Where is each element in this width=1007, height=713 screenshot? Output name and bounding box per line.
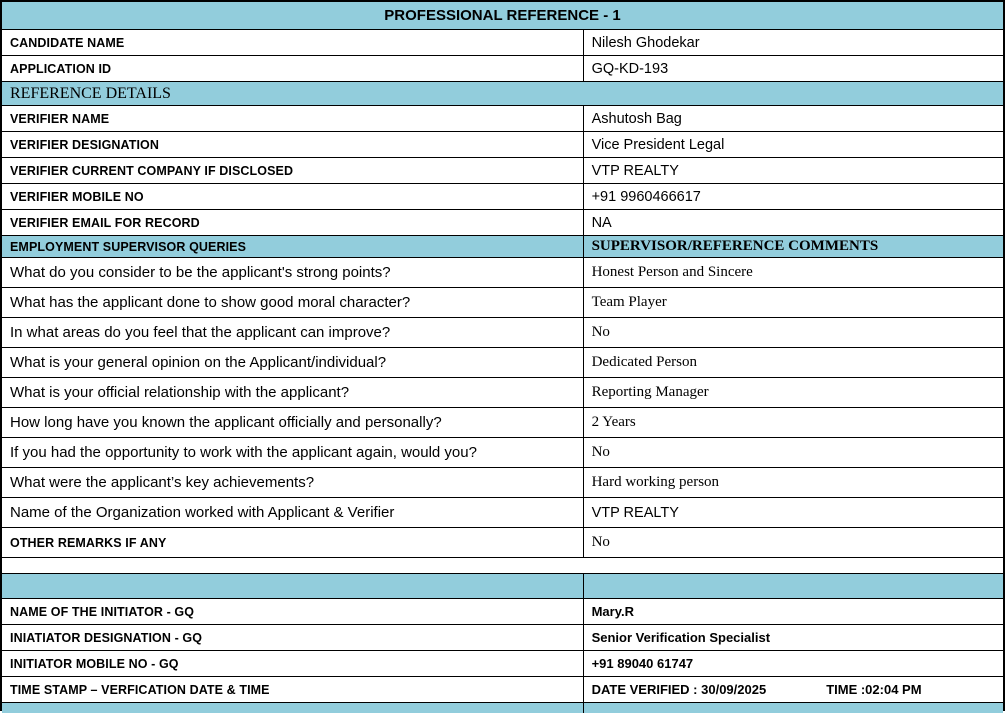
verifier-mobile-label: VERIFIER MOBILE NO — [2, 184, 584, 209]
queries-header-left: EMPLOYMENT SUPERVISOR QUERIES — [2, 236, 584, 257]
initiator-name-label: NAME OF THE INITIATOR - GQ — [2, 599, 584, 624]
verifier-company-value: VTP REALTY — [591, 162, 679, 179]
verifier-company-row — [2, 158, 1003, 184]
query-row — [2, 468, 1003, 498]
queries-header-right: SUPERVISOR/REFERENCE COMMENTS — [591, 238, 879, 254]
question-text: What is your official relationship with the applicant? — [2, 378, 584, 407]
candidate-name-row — [2, 30, 1003, 56]
spacer-row-blue — [2, 574, 1003, 599]
query-row — [2, 288, 1003, 318]
bottom-blue-strip — [2, 703, 1003, 713]
answer-text: Reporting Manager — [591, 384, 709, 400]
question-text: What is your general opinion on the Applicant/individual? — [2, 348, 584, 377]
question-text: If you had the opportunity to work with the applicant again, would you? — [2, 438, 584, 467]
query-row — [2, 498, 1003, 528]
question-text: How long have you known the applicant officially and personally? — [2, 408, 584, 437]
title-row — [2, 2, 1003, 30]
reference-details-header-row — [2, 82, 1003, 106]
verifier-designation-label: VERIFIER DESIGNATION — [2, 132, 584, 157]
initiator-name-value: Mary.R — [591, 604, 634, 619]
question-text: In what areas do you feel that the applicant can improve? — [2, 318, 584, 347]
answer-text: Hard working person — [591, 474, 720, 490]
query-row — [2, 318, 1003, 348]
initiator-name-row — [2, 599, 1003, 625]
time-verified-value: TIME :02:04 PM — [826, 682, 922, 697]
candidate-name-label: CANDIDATE NAME — [2, 30, 584, 55]
answer-text: Team Player — [591, 294, 667, 310]
queries-header-row — [2, 236, 1003, 258]
initiator-designation-label: INIATIATOR DESIGNATION - GQ — [2, 625, 584, 650]
verifier-mobile-value: +91 9960466617 — [591, 188, 701, 205]
query-row — [2, 258, 1003, 288]
verifier-designation-value: Vice President Legal — [591, 136, 725, 153]
candidate-name-value: Nilesh Ghodekar — [591, 34, 700, 51]
initiator-mobile-row — [2, 651, 1003, 677]
verifier-name-value: Ashutosh Bag — [591, 110, 682, 127]
reference-details-header: REFERENCE DETAILS — [10, 84, 171, 102]
verifier-designation-row — [2, 132, 1003, 158]
answer-text: No — [591, 324, 610, 340]
timestamp-row — [2, 677, 1003, 703]
question-text: What do you consider to be the applicant's strong points? — [2, 258, 584, 287]
answer-text: No — [591, 444, 610, 460]
verifier-company-label: VERIFIER CURRENT COMPANY IF DISCLOSED — [2, 158, 584, 183]
verifier-email-value: NA — [591, 214, 612, 231]
verifier-name-label: VERIFIER NAME — [2, 106, 584, 131]
initiator-designation-row — [2, 625, 1003, 651]
question-text: What were the applicant’s key achievements? — [2, 468, 584, 497]
question-text: Name of the Organization worked with Applicant & Verifier — [2, 498, 584, 527]
application-id-value: GQ-KD-193 — [591, 60, 669, 77]
other-remarks-label: OTHER REMARKS IF ANY — [2, 528, 584, 557]
initiator-mobile-label: INITIATOR MOBILE NO - GQ — [2, 651, 584, 676]
verifier-email-row — [2, 210, 1003, 236]
verifier-email-label: VERIFIER EMAIL FOR RECORD — [2, 210, 584, 235]
timestamp-value — [584, 677, 1003, 702]
question-text: What has the applicant done to show good moral character? — [2, 288, 584, 317]
timestamp-label: TIME STAMP – VERFICATION DATE & TIME — [2, 677, 584, 702]
application-id-label: APPLICATION ID — [2, 56, 584, 81]
query-row — [2, 348, 1003, 378]
query-row — [2, 378, 1003, 408]
other-remarks-row — [2, 528, 1003, 558]
verifier-name-row — [2, 106, 1003, 132]
initiator-designation-value: Senior Verification Specialist — [591, 630, 771, 645]
other-remarks-value: No — [591, 534, 610, 550]
answer-text: 2 Years — [591, 414, 636, 430]
initiator-mobile-value: +91 89040 61747 — [591, 656, 694, 671]
spacer-row-white — [2, 558, 1003, 574]
answer-text: Dedicated Person — [591, 354, 697, 370]
answer-text: VTP REALTY — [591, 504, 679, 521]
application-id-row — [2, 56, 1003, 82]
query-row — [2, 408, 1003, 438]
verifier-mobile-row — [2, 184, 1003, 210]
answer-text: Honest Person and Sincere — [591, 264, 753, 280]
date-verified-value: DATE VERIFIED : 30/09/2025 — [591, 682, 767, 697]
page-title: PROFESSIONAL REFERENCE - 1 — [384, 7, 621, 24]
query-row — [2, 438, 1003, 468]
